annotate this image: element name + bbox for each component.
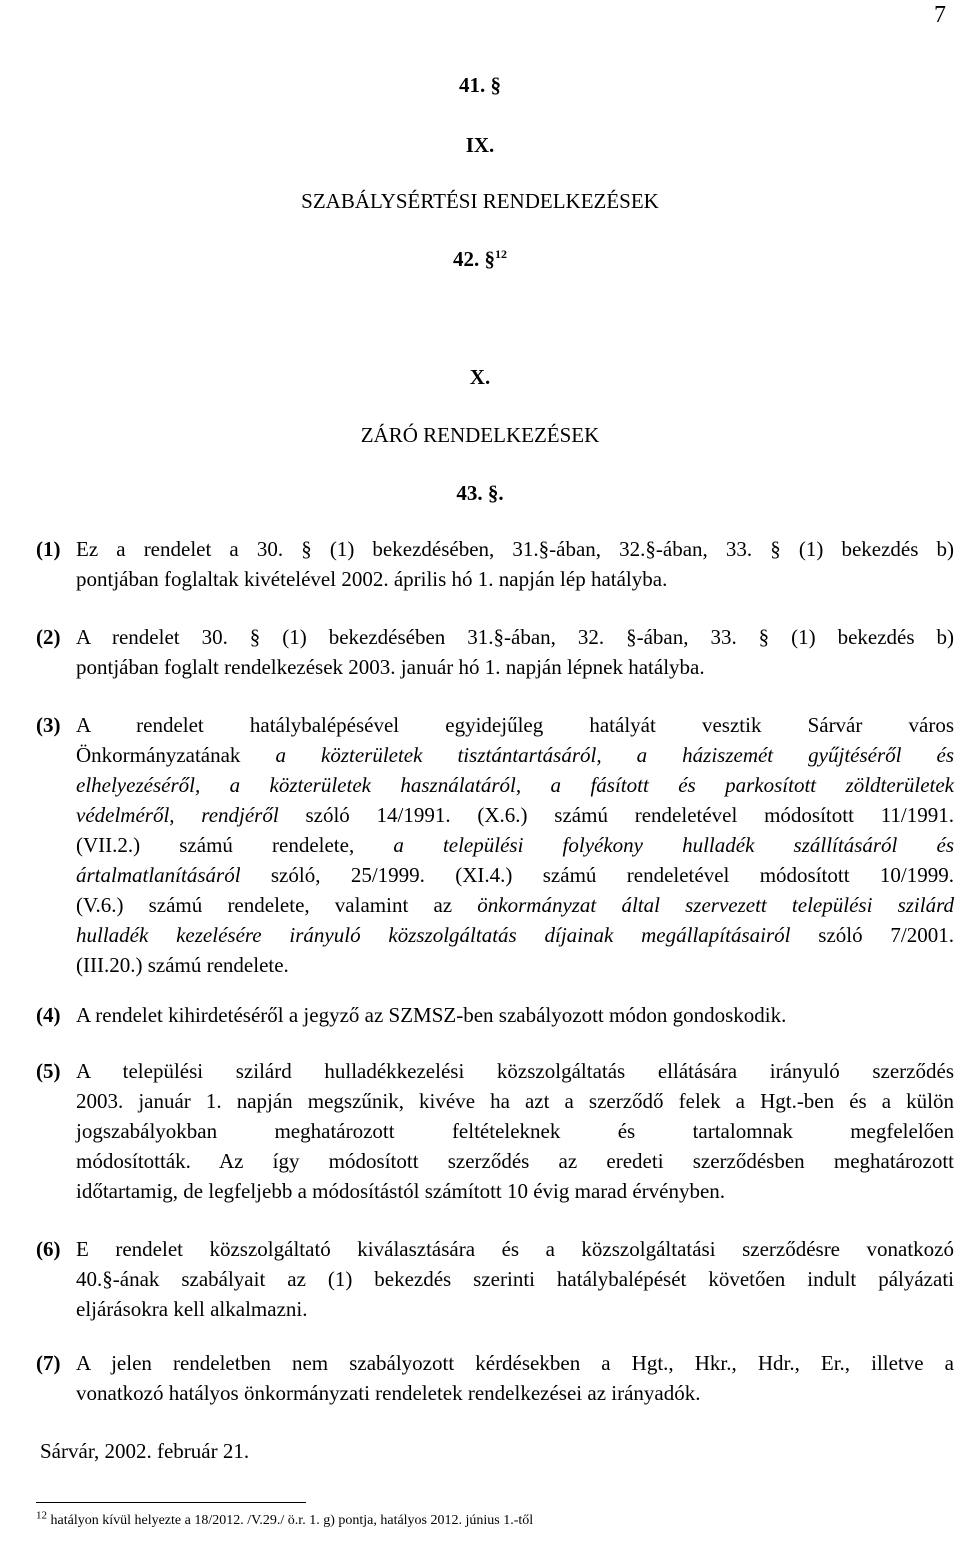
paragraph-line: A települési szilárd hulladékkezelési közszolgáltatás ellátására irányuló szerződés [76,1059,954,1083]
paragraph-line: A rendelet 30. § (1) bekezdésében 31.§-ában, 32. §-ában, 33. § (1) bekezdés b) [76,625,954,649]
paragraph-3 [36,710,954,980]
paragraph-line: időtartamig, de legfeljebb a módosítástól számított 10 évig marad érvényben. [76,1179,726,1203]
chapter-9-number: IX. [465,133,495,157]
paragraph-5 [36,1056,954,1206]
paragraph-line: (VII.2.) számú rendelete, a települési folyékony hulladék szállításáról és [76,833,954,857]
chapter-10-number: X. [469,365,491,389]
section-41-heading: 41. § [459,73,501,97]
paragraph-line: védelméről, rendjéről szóló 14/1991. (X.6.) számú rendeletével módosított 11/1991. [76,803,954,827]
paragraph-2 [36,622,954,682]
paragraph-number: (4) [36,1003,61,1027]
paragraph-1 [36,534,954,594]
paragraph-6 [36,1234,954,1324]
paragraph-line: eljárásokra kell alkalmazni. [76,1297,308,1321]
footnote-number: 12 [36,1509,47,1522]
chapter-10-title: ZÁRÓ RENDELKEZÉSEK [360,423,600,447]
chapter-9-title: SZABÁLYSÉRTÉSI RENDELKEZÉSEK [301,189,659,213]
paragraph-number: (2) [36,625,61,649]
footnote-divider [36,1502,306,1503]
paragraph-line: vonatkozó hatályos önkormányzati rendeletek rendelkezései az irányadók. [76,1381,701,1405]
footnote-reference: 12 [495,247,507,261]
paragraph-line: 2003. január 1. napján megszűnik, kivéve ha azt a szerződő felek a Hgt.-ben és a külön [76,1089,954,1113]
paragraph-line: Önkormányzatának a közterületek tisztántartásáról, a háziszemét gyűjtéséről és [76,743,954,767]
footnote: $^{12}$ hatályon kívül helyezte a 18/2012. /V.29./ ö.r. 1. g) pontja, hatályos 2012. június 1.-től [36,1509,534,1528]
paragraph-7 [36,1348,954,1408]
paragraph-number: (1) [36,537,61,561]
paragraph-line: pontjában foglaltak kivételével 2002. április hó 1. napján lép hatályba. [76,567,668,591]
paragraph-line: ártalmatlanításáról szóló, 25/1999. (XI.4.) számú rendeletével módosított 10/1999. [76,863,954,887]
paragraph-4 [36,1000,954,1030]
paragraph-line: A rendelet hatálybalépésével egyidejűleg hatályát vesztik Sárvár város [76,713,954,737]
paragraph-line: E rendelet közszolgáltató kiválasztására és a közszolgáltatási szerződésre vonatkozó [76,1237,954,1261]
paragraph-number: (5) [36,1059,61,1083]
paragraph-number: (7) [36,1351,61,1375]
section-43-heading: 43. §. [456,481,504,505]
paragraph-line: jogszabályokban meghatározott feltételeknek és tartalomnak megfelelően [76,1119,954,1143]
paragraph-line: pontjában foglalt rendelkezések 2003. január hó 1. napján lépnek hatályba. [76,655,705,679]
paragraph-line: hulladék kezelésére irányuló közszolgáltatás díjainak megállapításairól szóló 7/2001. [76,923,954,947]
place-and-date: Sárvár, 2002. február 21. [40,1439,250,1463]
paragraph-number: (6) [36,1237,61,1261]
page-number: 7 [934,2,946,28]
paragraph-number: (3) [36,713,61,737]
paragraph-line: módosították. Az így módosított szerződés az eredeti szerződésben meghatározott [76,1149,954,1173]
paragraph-line: Ez a rendelet a 30. § (1) bekezdésében, 31.§-ában, 32.§-ában, 33. § (1) bekezdés b) [76,537,954,561]
paragraph-line: 40.§-ának szabályait az (1) bekezdés szerinti hatálybalépését követően indult pályázati [76,1267,954,1291]
paragraph-line: A jelen rendeletben nem szabályozott kérdésekben a Hgt., Hkr., Hdr., Er., illetve a [76,1351,954,1375]
paragraph-line: (III.20.) számú rendelete. [76,953,289,977]
paragraph-line: (V.6.) számú rendelete, valamint az önkormányzat által szervezett települési szilárd [76,893,954,917]
section-42-heading: 42. §$^{12}$ [453,247,507,271]
paragraph-line: elhelyezéséről, a közterületek használatáról, a fásított és parkosított zöldterületek [76,773,954,797]
paragraph-line: A rendelet kihirdetéséről a jegyző az SZMSZ-ben szabályozott módon gondoskodik. [76,1003,787,1027]
